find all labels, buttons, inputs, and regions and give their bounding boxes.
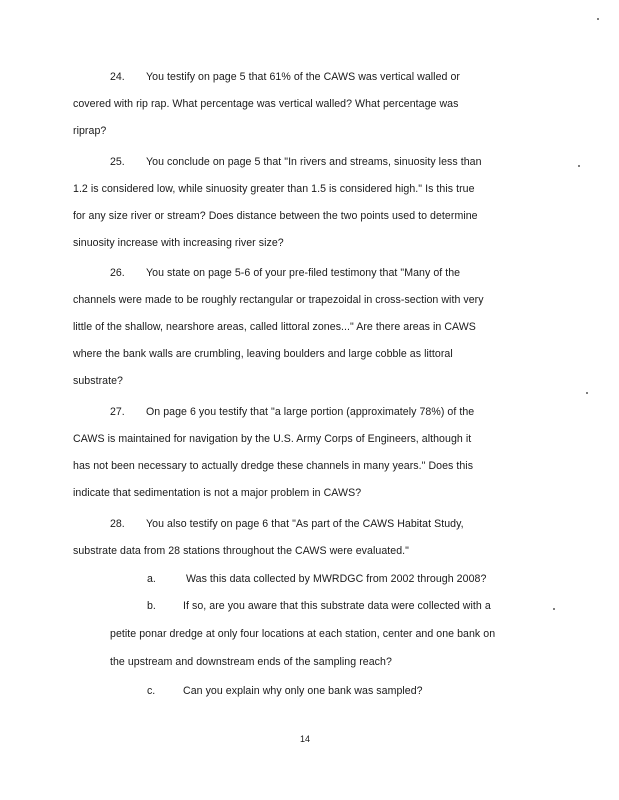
question-text-line: for any size river or stream? Does distance between the two points used to determine — [73, 210, 478, 222]
question-number: 24. — [110, 71, 125, 83]
question-number: 28. — [110, 518, 125, 530]
scan-speck — [597, 18, 599, 20]
question-text-line: covered with rip rap. What percentage was vertical walled? What percentage was — [73, 98, 459, 110]
question-number: 26. — [110, 267, 125, 279]
question-text-line: little of the shallow, nearshore areas, called littoral zones..." Are there areas in CAWS — [73, 321, 476, 333]
question-text-line: where the bank walls are crumbling, leaving boulders and large cobble as littoral — [73, 348, 453, 360]
question-text-line: has not been necessary to actually dredge these channels in many years." Does this — [73, 460, 474, 472]
scan-speck — [553, 608, 555, 610]
scan-speck — [578, 165, 580, 167]
question-text-line: 1.2 is considered low, while sinuosity greater than 1.5 is considered high." Is this true — [73, 183, 475, 195]
subquestion-text-line: Was this data collected by MWRDGC from 2002 through 2008? — [186, 573, 487, 585]
question-text-line: CAWS is maintained for navigation by the U.S. Army Corps of Engineers, although it — [73, 433, 472, 445]
question-text-line: substrate data from 28 stations throughout the CAWS were evaluated." — [73, 545, 409, 557]
subquestion-text-line: the upstream and downstream ends of the sampling reach? — [110, 656, 392, 668]
question-text-line: channels were made to be roughly rectangular or trapezoidal in cross-section with very — [73, 294, 484, 306]
subquestion-text-line: petite ponar dredge at only four locations at each station, center and one bank on — [110, 628, 496, 640]
question-text-line: You state on page 5-6 of your pre-filed testimony that "Many of the — [146, 267, 461, 279]
scan-speck — [586, 392, 588, 394]
question-text-line: You conclude on page 5 that "In rivers and streams, sinuosity less than — [146, 156, 482, 168]
page-number: 14 — [300, 734, 311, 744]
question-text-line: indicate that sedimentation is not a major problem in CAWS? — [73, 487, 362, 499]
question-text-line: substrate? — [73, 375, 123, 387]
question-text-line: On page 6 you testify that "a large portion (approximately 78%) of the — [146, 406, 475, 418]
question-number: 27. — [110, 406, 125, 418]
question-text-line: sinuosity increase with increasing river size? — [73, 237, 284, 249]
question-text-line: You also testify on page 6 that "As part of the CAWS Habitat Study, — [146, 518, 464, 530]
question-number: 25. — [110, 156, 125, 168]
subquestion-text-line: Can you explain why only one bank was sampled? — [183, 685, 423, 697]
question-text-line: You testify on page 5 that 61% of the CAWS was vertical walled or — [146, 71, 460, 83]
subquestion-label: a. — [147, 573, 156, 585]
subquestion-label: c. — [147, 685, 156, 697]
subquestion-text-line: If so, are you aware that this substrate data were collected with a — [183, 600, 491, 612]
question-text-line: riprap? — [73, 125, 107, 137]
subquestion-label: b. — [147, 600, 156, 612]
